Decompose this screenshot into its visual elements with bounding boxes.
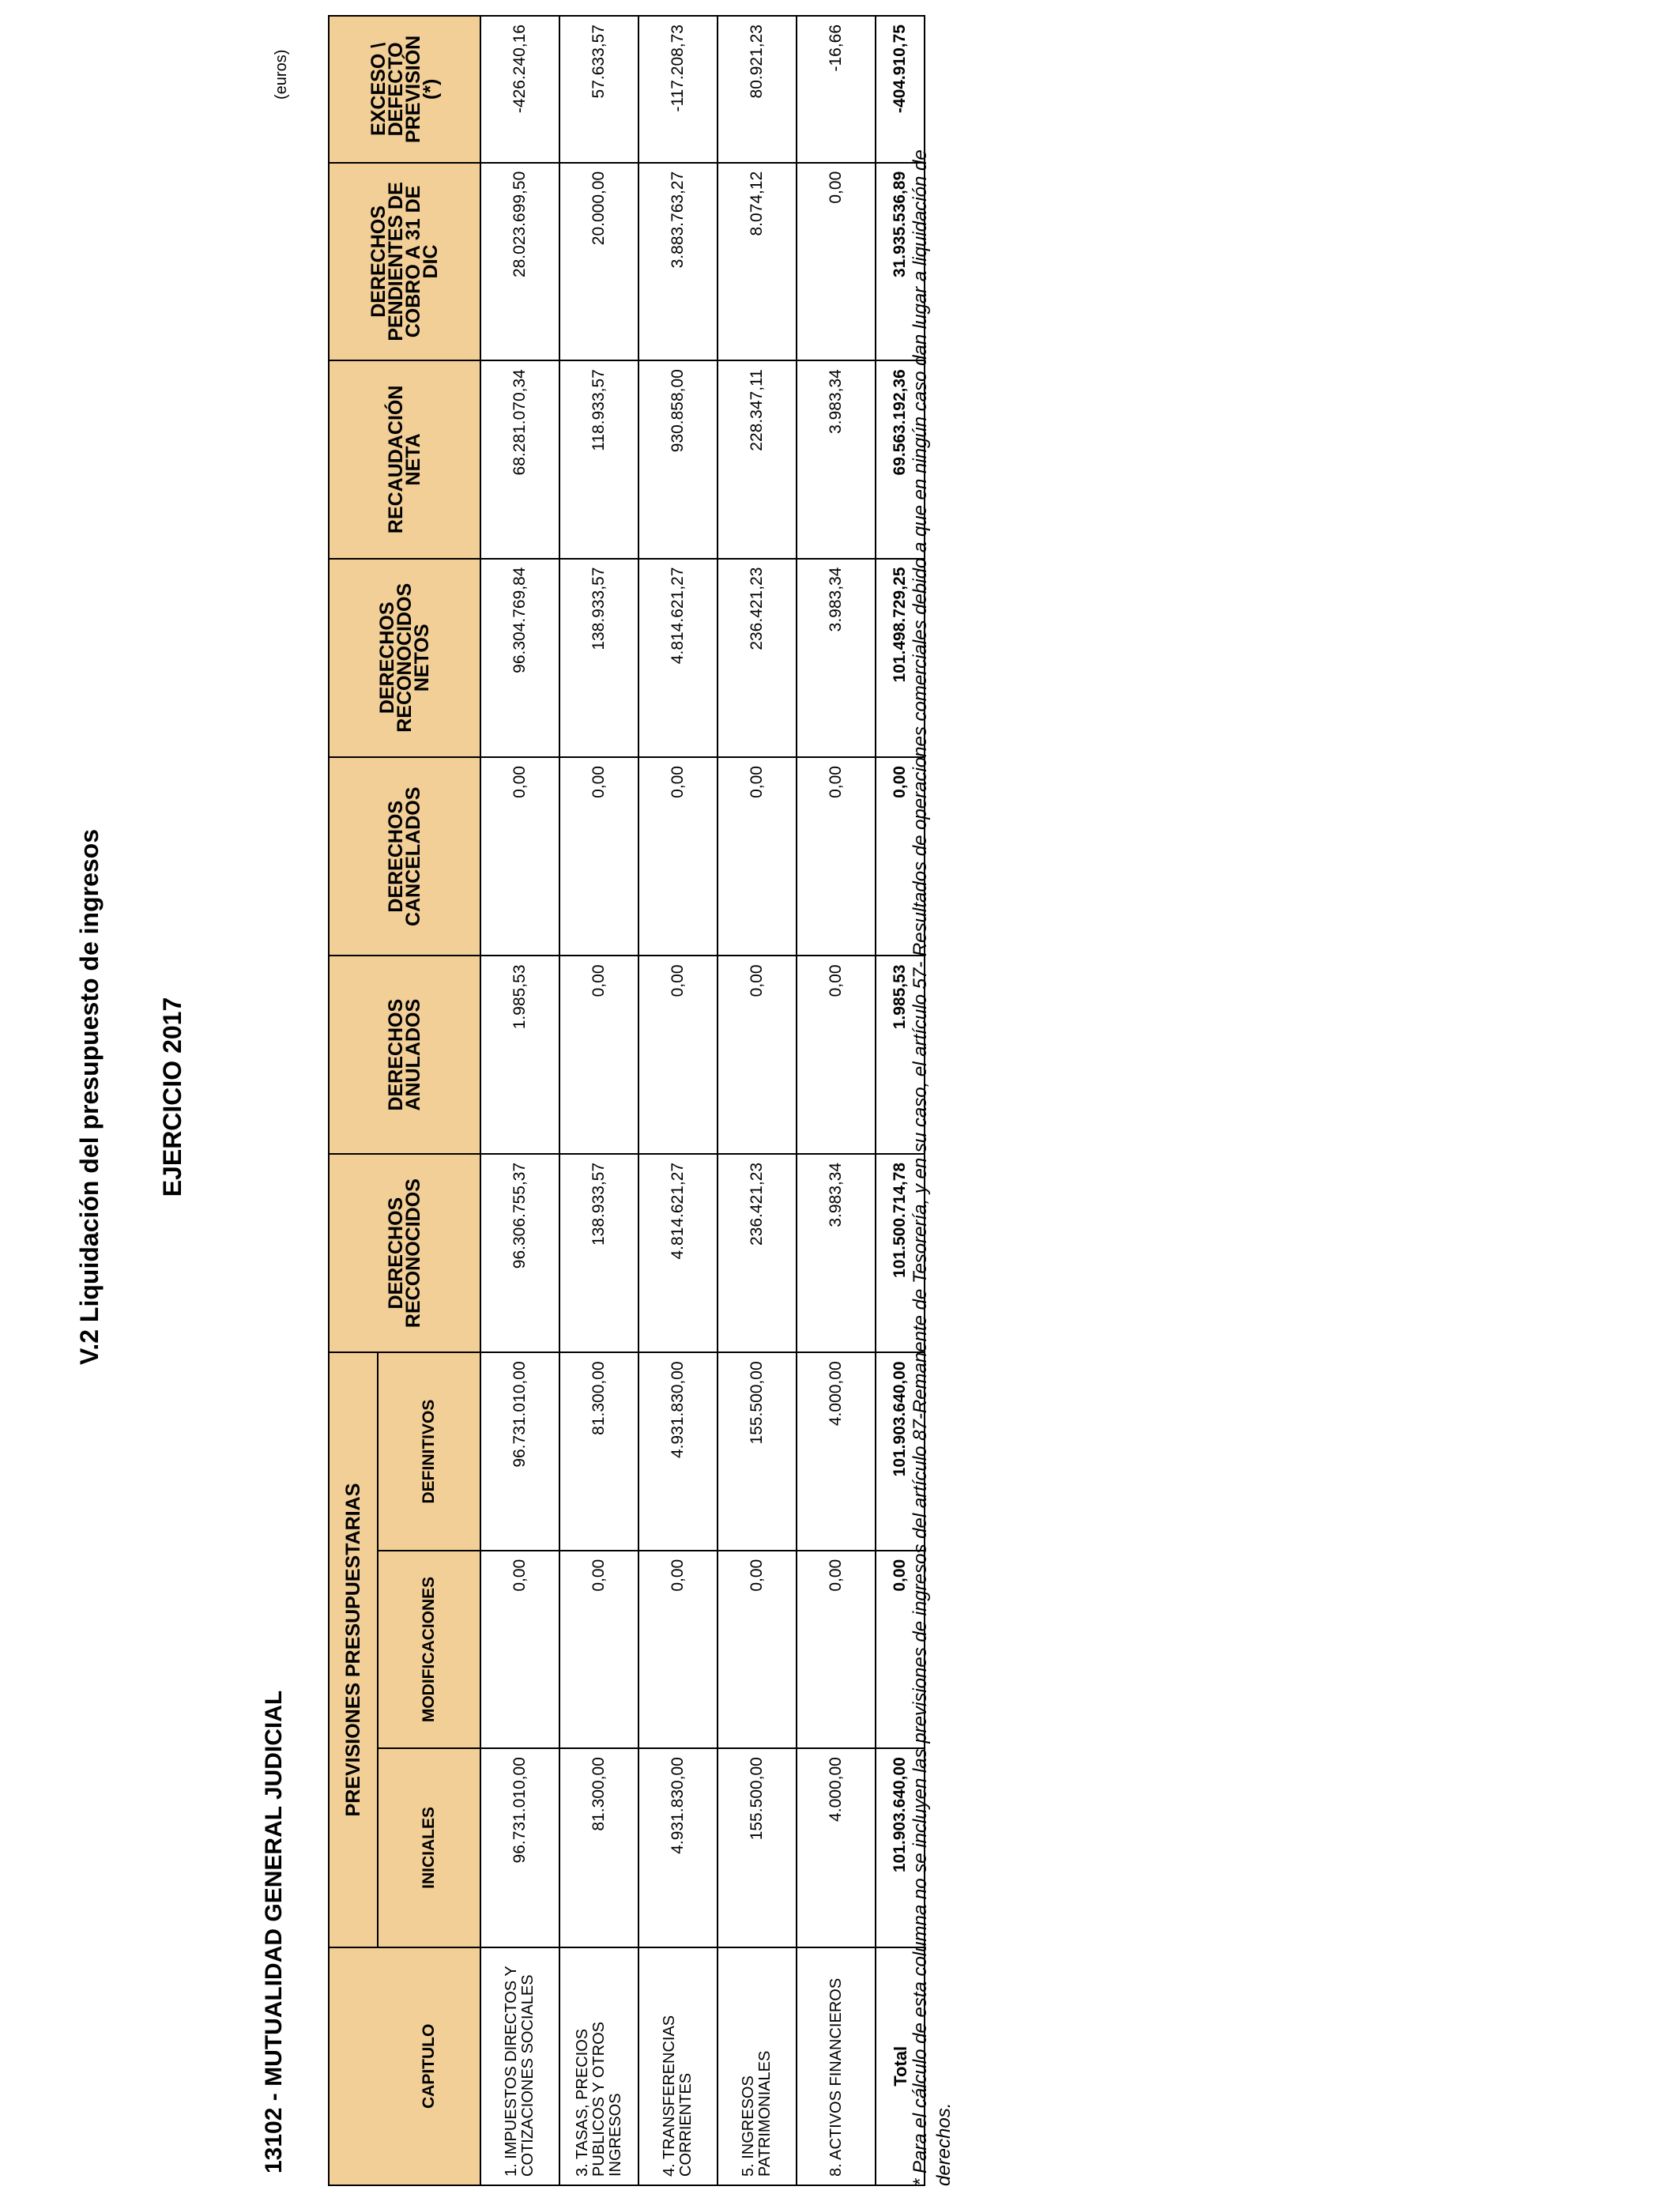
cell-definitivos: 4.931.830,00	[638, 1352, 718, 1550]
cell-total-exceso: -404.910,75	[876, 16, 925, 163]
cell-reconocidos: 4.814.621,27	[638, 1154, 718, 1352]
entity-name: 13102 - MUTUALIDAD GENERAL JUDICIAL	[261, 1690, 287, 2173]
cell-definitivos: 4.000,00	[797, 1352, 876, 1550]
cell-exceso: -117.208,73	[638, 16, 718, 163]
cell-netos: 236.421,23	[718, 559, 797, 757]
cell-reconocidos: 236.421,23	[718, 1154, 797, 1352]
cell-pendientes: 28.023.699,50	[480, 163, 559, 360]
cell-reconocidos: 3.983,34	[797, 1154, 876, 1352]
cell-recaudacion: 118.933,57	[559, 360, 638, 558]
header-iniciales: INICIALES	[378, 1748, 480, 1947]
cell-exceso: -426.240,16	[480, 16, 559, 163]
cell-total-modificaciones: 0,00	[876, 1551, 925, 1748]
cell-anulados: 0,00	[559, 956, 638, 1154]
cell-netos: 138.933,57	[559, 559, 638, 757]
cell-netos: 3.983,34	[797, 559, 876, 757]
cell-modificaciones: 0,00	[797, 1551, 876, 1748]
cell-definitivos: 81.300,00	[559, 1352, 638, 1550]
cell-exceso: -16,66	[797, 16, 876, 163]
units-label: (euros)	[273, 49, 290, 100]
header-cancelados: DERECHOS CANCELADOS	[329, 757, 480, 956]
cell-capitulo: 5. INGRESOS PATRIMONIALES	[718, 1947, 797, 2185]
cell-iniciales: 96.731.010,00	[480, 1748, 559, 1947]
cell-pendientes: 0,00	[797, 163, 876, 360]
cell-modificaciones: 0,00	[480, 1551, 559, 1748]
cell-total-recaudacion: 69.563.192,36	[876, 360, 925, 558]
cell-total-anulados: 1.985,53	[876, 956, 925, 1154]
cell-pendientes: 20.000,00	[559, 163, 638, 360]
header-anulados: DERECHOS ANULADOS	[329, 956, 480, 1154]
cell-anulados: 1.985,53	[480, 956, 559, 1154]
cell-cancelados: 0,00	[638, 757, 718, 956]
header-blank	[329, 1947, 378, 2185]
cell-capitulo: 4. TRANSFERENCIAS CORRIENTES	[638, 1947, 718, 2185]
cell-definitivos: 155.500,00	[718, 1352, 797, 1550]
table-row	[797, 16, 876, 2185]
cell-iniciales: 81.300,00	[559, 1748, 638, 1947]
cell-total-reconocidos: 101.500.714,78	[876, 1154, 925, 1352]
footnote: * Para el cálculo de esta columna no se incluyen las previsiones de ingresos del artículo 87-Remanente de Tesorería, y en su caso, el artículo 57- Resultados de operaciones comerciales debido a que en ningún caso dan lugar a liquidación de derechos.	[910, 149, 955, 2186]
cell-recaudacion: 930.858,00	[638, 360, 718, 558]
cell-capitulo: 8. ACTIVOS FINANCIEROS	[797, 1947, 876, 2185]
header-exceso: EXCESO \ DEFECTO PREVISIÓN (*)	[329, 16, 480, 163]
cell-netos: 96.304.769,84	[480, 559, 559, 757]
cell-reconocidos: 138.933,57	[559, 1154, 638, 1352]
cell-netos: 4.814.621,27	[638, 559, 718, 757]
table-group-header-row	[329, 16, 378, 2185]
header-modificaciones: MODIFICACIONES	[378, 1551, 480, 1748]
header-reconocidos: DERECHOS RECONOCIDOS	[329, 1154, 480, 1352]
header-pendientes: DERECHOS PENDIENTES DE COBRO A 31 DE DIC	[329, 163, 480, 360]
cell-total-label: Total	[876, 1947, 925, 2185]
cell-anulados: 0,00	[638, 956, 718, 1154]
cell-exceso: 57.633,57	[559, 16, 638, 163]
cell-modificaciones: 0,00	[559, 1551, 638, 1748]
fiscal-year-heading: EJERCICIO 2017	[158, 997, 186, 1197]
cell-capitulo: 3. TASAS, PRECIOS PUBLICOS Y OTROS INGRESOS	[559, 1947, 638, 2185]
cell-recaudacion: 228.347,11	[718, 360, 797, 558]
header-netos: DERECHOS RECONOCIDOS NETOS	[329, 559, 480, 757]
cell-iniciales: 4.931.830,00	[638, 1748, 718, 1947]
table-row	[638, 16, 718, 2185]
header-recaudacion: RECAUDACIÓN NETA	[329, 360, 480, 558]
cell-total-netos: 101.498.729,25	[876, 559, 925, 757]
header-definitivos: DEFINITIVOS	[378, 1352, 480, 1550]
table-row	[559, 16, 638, 2185]
cell-modificaciones: 0,00	[638, 1551, 718, 1748]
cell-pendientes: 8.074,12	[718, 163, 797, 360]
header-capitulo: CAPITULO	[378, 1947, 480, 2185]
cell-anulados: 0,00	[718, 956, 797, 1154]
cell-iniciales: 155.500,00	[718, 1748, 797, 1947]
cell-total-iniciales: 101.903.640,00	[876, 1748, 925, 1947]
cell-cancelados: 0,00	[480, 757, 559, 956]
cell-modificaciones: 0,00	[718, 1551, 797, 1748]
cell-pendientes: 3.883.763,27	[638, 163, 718, 360]
page-title: V.2 Liquidación del presupuesto de ingresos	[75, 828, 104, 1366]
cell-cancelados: 0,00	[718, 757, 797, 956]
cell-definitivos: 96.731.010,00	[480, 1352, 559, 1550]
cell-reconocidos: 96.306.755,37	[480, 1154, 559, 1352]
cell-exceso: 80.921,23	[718, 16, 797, 163]
cell-total-cancelados: 0,00	[876, 757, 925, 956]
cell-total-definitivos: 101.903.640,00	[876, 1352, 925, 1550]
table-row	[480, 16, 559, 2185]
cell-cancelados: 0,00	[797, 757, 876, 956]
cell-anulados: 0,00	[797, 956, 876, 1154]
header-previsiones: PREVISIONES PRESUPUESTARIAS	[329, 1352, 378, 1947]
income-budget-table	[328, 15, 925, 2186]
cell-total-pendientes: 31.935.536,89	[876, 163, 925, 360]
cell-recaudacion: 3.983,34	[797, 360, 876, 558]
cell-iniciales: 4.000,00	[797, 1748, 876, 1947]
table-row	[718, 16, 797, 2185]
cell-recaudacion: 68.281.070,34	[480, 360, 559, 558]
cell-capitulo: 1. IMPUESTOS DIRECTOS Y COTIZACIONES SOCIALES	[480, 1947, 559, 2185]
cell-cancelados: 0,00	[559, 757, 638, 956]
